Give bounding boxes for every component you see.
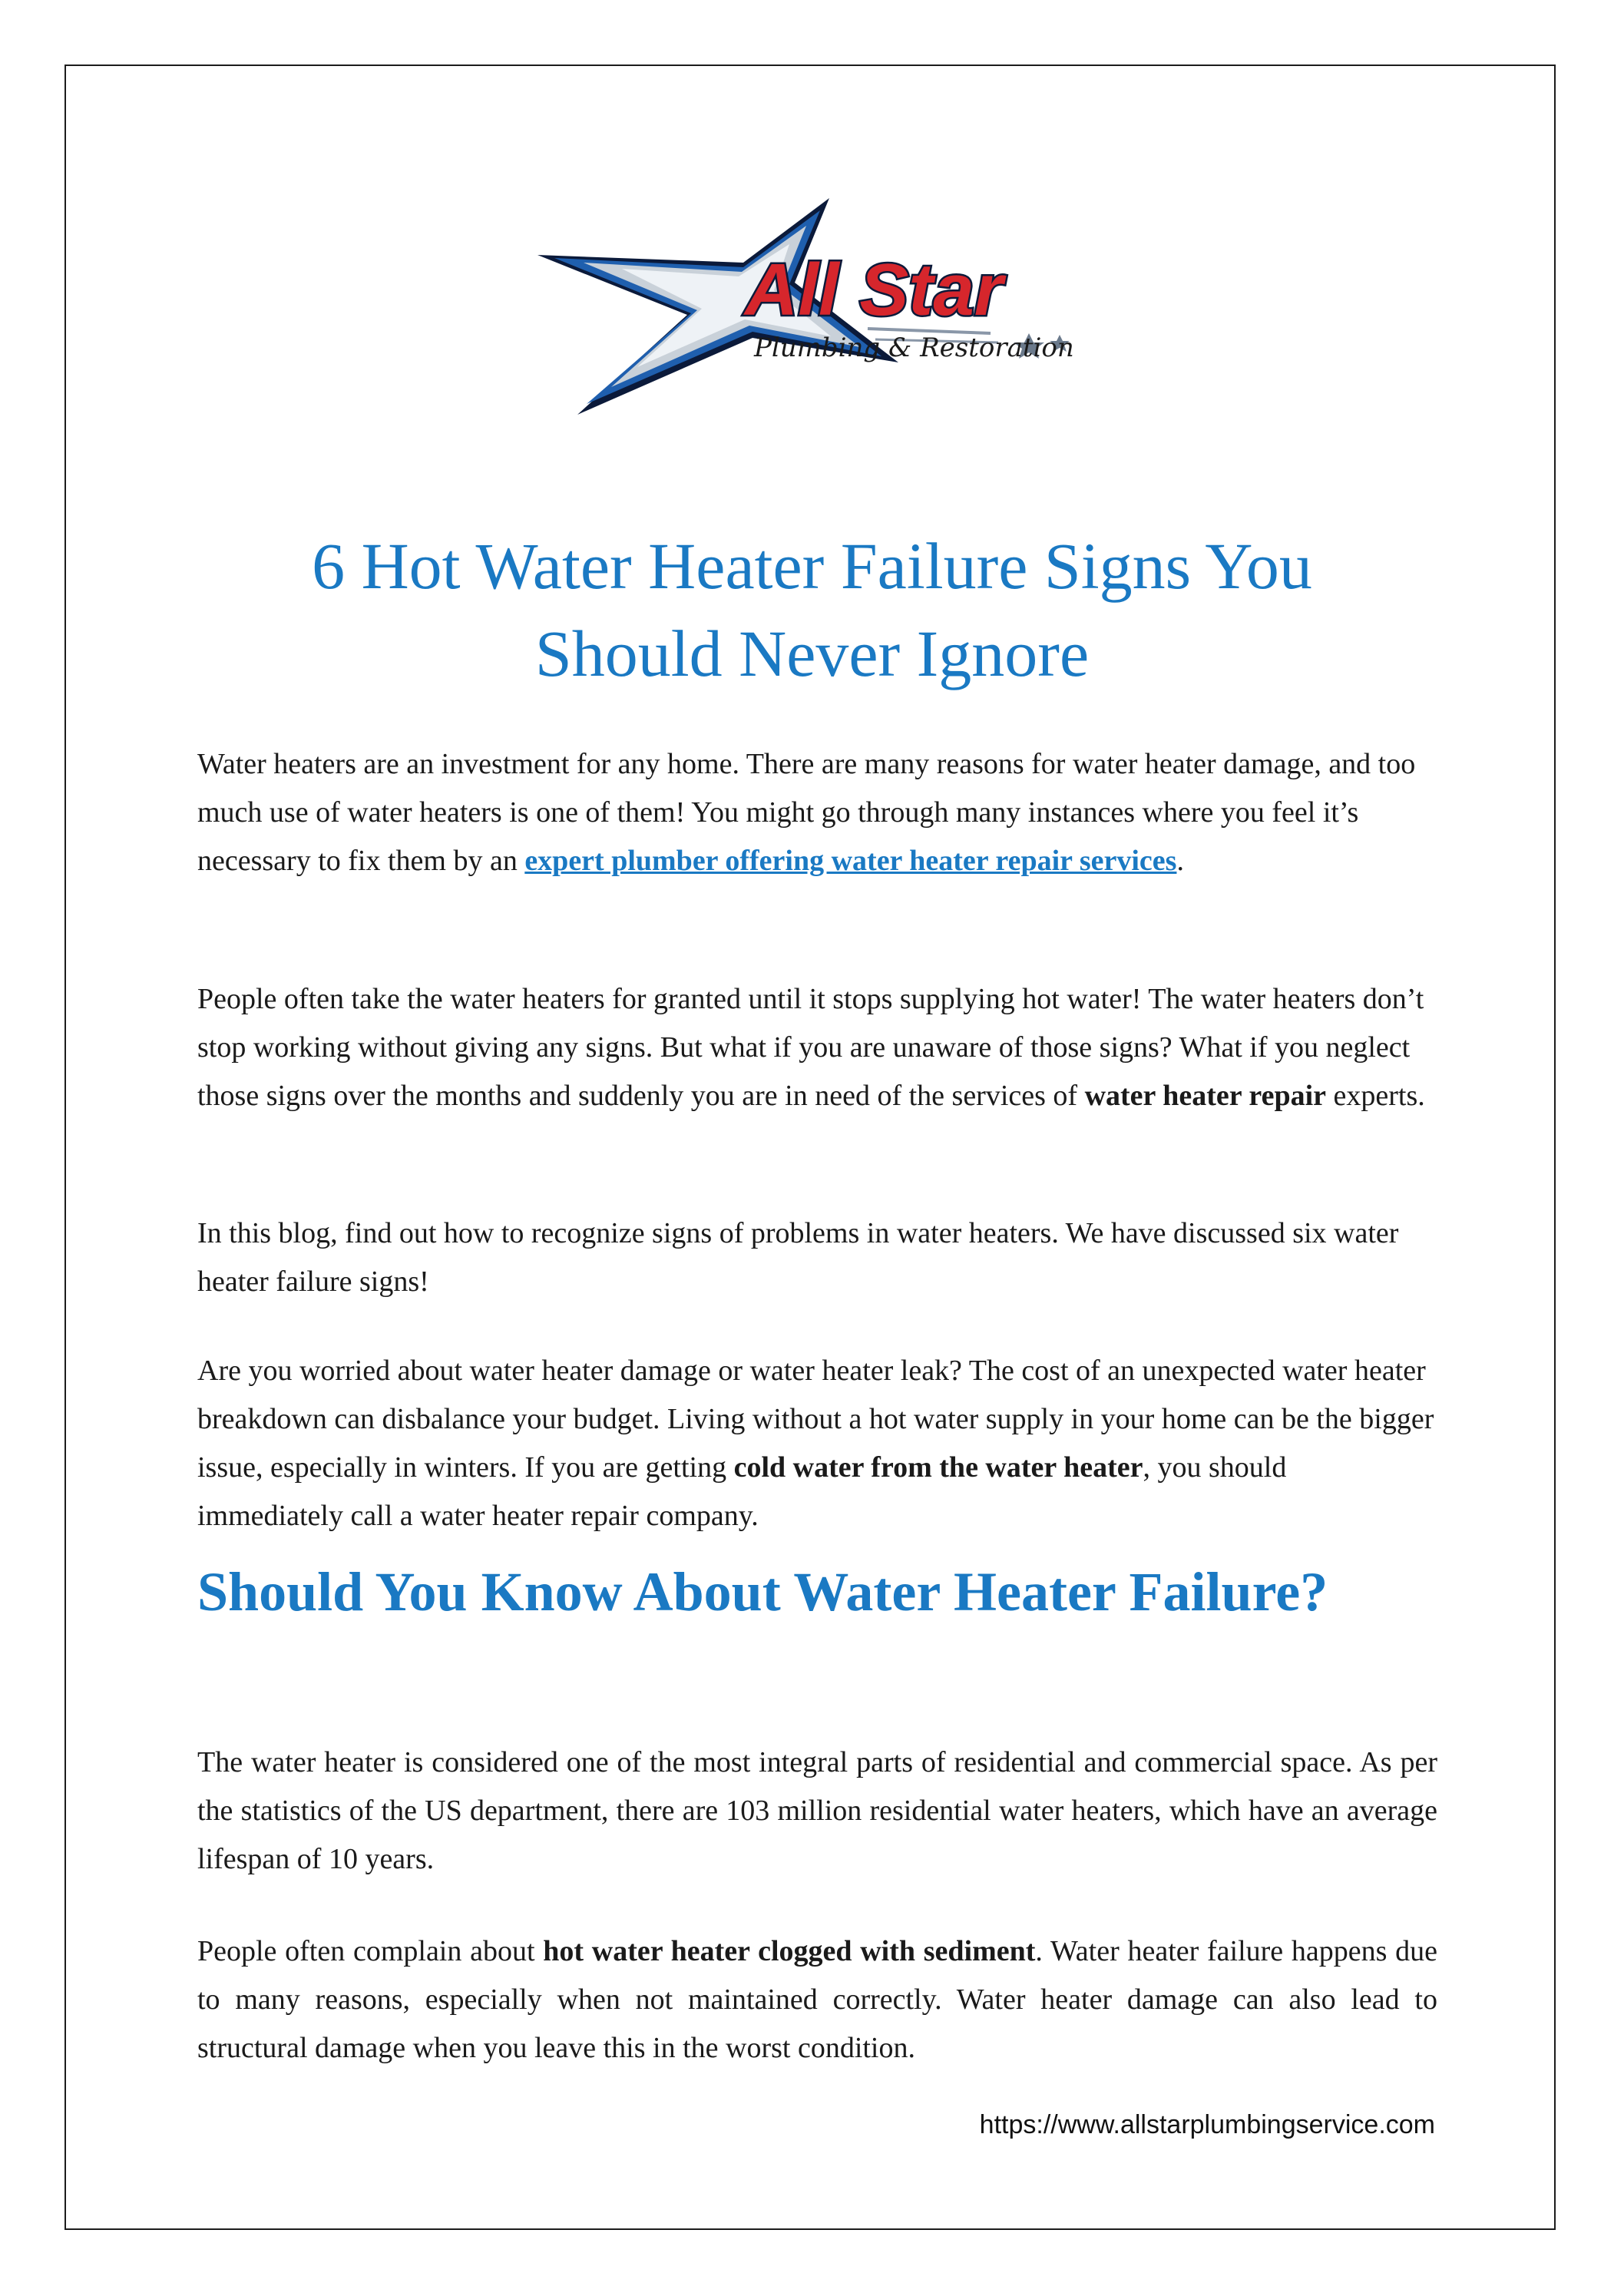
section-paragraph-2	[197, 1927, 1437, 2073]
intro-paragraph-2	[197, 975, 1437, 1120]
intro-p2-end: experts.	[1326, 1080, 1425, 1112]
section-heading: Should You Know About Water Heater Failure?	[197, 1561, 1328, 1623]
intro-p4-text: Are you worried about water heater damage or water heater leak? The cost of an unexpected water heater breakdown can disbalance your budget. Living without a hot water supply in your home can be the bigger issue, especially in winters. If you are getting	[197, 1355, 1434, 1484]
intro-p1-end: .	[1176, 845, 1184, 877]
logo-main-text: All Star	[745, 249, 1004, 331]
page-title	[192, 522, 1432, 697]
title-line-1: 6 Hot Water Heater Failure Signs You	[312, 529, 1312, 603]
intro-p2-bold: water heater repair	[1084, 1080, 1327, 1112]
section-p2-bold: hot water heater clogged with sediment	[543, 1935, 1036, 1967]
intro-p4-bold: cold water from the water heater	[733, 1451, 1143, 1484]
all-star-logo	[537, 192, 1090, 422]
intro-p2-text: People often take the water heaters for granted until it stops supplying hot water! The water heaters don’t stop working without giving any signs. But what if you are unaware of those signs? What if you neglect those signs over the months and suddenly you are in need of the services of	[197, 983, 1424, 1112]
intro-p1-text: Water heaters are an investment for any home. There are many reasons for water heater damage, and too much use of water heaters is one of them! You might go through many instances where you feel it’s necessary to fix them by an	[197, 748, 1416, 877]
section-p2-end: . Water heater failure happens due to many reasons, especially when not maintained correctly. Water heater damage can also lead to structural damage when you leave this in the worst condition.	[197, 1935, 1438, 2064]
title-line-2: Should Never Ignore	[534, 617, 1090, 690]
intro-paragraph-1	[197, 740, 1437, 885]
water-heater-repair-link[interactable]: expert plumber offering water heater repair services	[524, 845, 1177, 877]
intro-paragraph-3: In this blog, find out how to recognize signs of problems in water heaters. We have discussed six water heater failure signs!	[197, 1217, 1399, 1298]
intro-paragraph-4	[197, 1347, 1437, 1540]
intro-p4-end: , you should immediately call a water heater repair company.	[197, 1451, 1287, 1532]
footer-url: https://www.allstarplumbingservice.com	[979, 2110, 1435, 2139]
logo-sub-text: Plumbing & Restoration	[754, 332, 1074, 363]
section-paragraph-1: The water heater is considered one of the most integral parts of residential and commercial space. As per the statistics of the US department, there are 103 million residential water heaters, which have an average lifespan of 10 years.	[197, 1746, 1437, 1875]
section-p2-start: People often complain about	[197, 1935, 544, 1967]
